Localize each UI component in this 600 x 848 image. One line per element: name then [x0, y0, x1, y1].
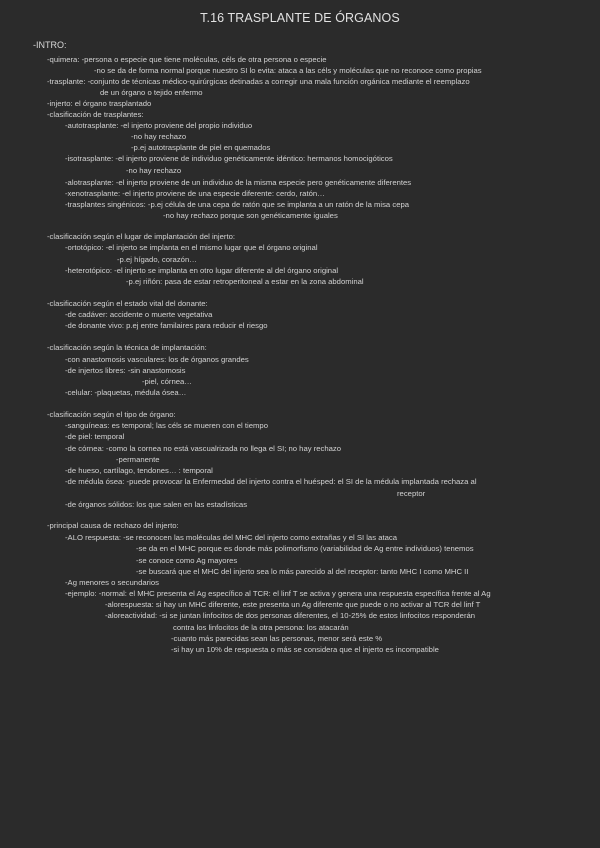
text-line: -permanente	[116, 455, 160, 464]
text-line: -clasificación según el lugar de implantación del injerto:	[47, 232, 236, 241]
text-line: -quimera: -persona o especie que tiene moléculas, céls de otra persona o especie	[47, 55, 327, 64]
text-line: -de córnea: -como la cornea no está vascualrizada no llega el SI; no hay rechazo	[65, 444, 342, 453]
text-line: -de hueso, cartílago, tendones… : temporal	[65, 466, 213, 475]
text-line: -clasificación de trasplantes:	[47, 110, 144, 119]
text-line: -alorespuesta: si hay un MHC diferente, este presenta un Ag diferente que puede o no activar al TCR del linf T	[105, 600, 481, 609]
page-title: T.16 TRASPLANTE DE ÓRGANOS	[200, 11, 400, 25]
text-line: -piel, córnea…	[142, 377, 192, 386]
text-line: -trasplantes singénicos: -p.ej célula de una cepa de ratón que se implanta a un ratón de la misa cepa	[65, 200, 410, 209]
text-line: -Ag menores o secundarios	[65, 578, 160, 587]
text-line: -ALO respuesta: -se reconocen las moléculas del MHC del injerto como extrañas y el SI las ataca	[65, 533, 397, 542]
text-line: -no hay rechazo	[126, 166, 182, 175]
text-line: -se buscará que el MHC del injerto sea lo más parecido al del receptor: tanto MHC I como MHC II	[136, 567, 469, 576]
text-line: -ejemplo: -normal: el MHC presenta el Ag específico al TCR: el linf T se activa y genera una respuesta específica frente al Ag	[65, 589, 491, 598]
text-line: -isotrasplante: -el injerto proviene de individuo genéticamente idéntico: hermanos homocigóticos	[65, 154, 393, 163]
text-line: -p.ej riñón: pasa de estar retroperitoneal a estar en la zona abdominal	[126, 277, 364, 286]
text-line: -clasificación según la técnica de implantación:	[47, 343, 207, 352]
text-line: -heterotópico: -el injerto se implanta en otro lugar diferente al del órgano original	[65, 266, 339, 275]
text-line: -p.ej hígado, corazón…	[117, 255, 197, 264]
text-line: -trasplante: -conjunto de técnicas médico-quirúrgicas detinadas a corregir una mala función orgánica mediante el reemplazo	[47, 77, 470, 86]
text-line: -de médula ósea: -puede provocar la Enfermedad del injerto contra el huésped: el SI de la médula implantada rechaza al	[65, 477, 477, 486]
text-line: -de órganos sólidos: los que salen en las estadísticas	[65, 500, 248, 509]
text-line: -p.ej autotrasplante de piel en quemados	[131, 143, 271, 152]
text-line: -clasificación según el estado vital del donante:	[47, 299, 208, 308]
text-line: -clasificación según el tipo de órgano:	[47, 410, 176, 419]
text-line: -autotrasplante: -el injerto proviene del propio individuo	[65, 121, 253, 130]
text-line: -ortotópico: -el injerto se implanta en el mismo lugar que el órgano original	[65, 243, 318, 252]
text-line: -celular: -plaquetas, médula ósea…	[65, 388, 187, 397]
text-line: -no hay rechazo	[131, 132, 187, 141]
text-line: de un órgano o tejido enfermo	[100, 88, 203, 97]
text-line: -se da en el MHC porque es donde más polimorfismo (variabilidad de Ag entre individuos) tenemos	[136, 544, 474, 553]
text-line: -de cadáver: accidente o muerte vegetativa	[65, 310, 213, 319]
text-line: -no hay rechazo porque son genéticamente iguales	[163, 211, 338, 220]
text-line: -de injertos libres: -sin anastomosis	[65, 366, 186, 375]
text-line: -injerto: el órgano trasplantado	[47, 99, 152, 108]
text-line: -si hay un 10% de respuesta o más se considera que el injerto es incompatible	[171, 645, 439, 654]
text-line: -no se da de forma normal porque nuestro SI lo evita: ataca a las céls y moléculas que no reconoce como propias	[94, 66, 482, 75]
text-line: -alotrasplante: -el injerto proviene de un individuo de la misma especie pero genéticamente diferentes	[65, 178, 412, 187]
intro-heading: -INTRO:	[33, 40, 67, 50]
text-line: -sanguíneas: es temporal; las céls se mueren con el tiempo	[65, 421, 268, 430]
text-line: -xenotrasplante: -el injerto proviene de una especie diferente: cerdo, ratón…	[65, 189, 325, 198]
text-line: -de piel: temporal	[65, 432, 125, 441]
text-line: -aloreactividad: -si se juntan linfocitos de dos personas diferentes, el 10-25% de estos linfocitos responderán	[105, 611, 476, 620]
text-line: -de donante vivo: p.ej entre familaires para reducir el riesgo	[65, 321, 268, 330]
text-line: -cuanto más parecidas sean las personas, menor será este %	[171, 634, 383, 643]
text-line: -con anastomosis vasculares: los de órganos grandes	[65, 355, 249, 364]
text-line: -principal causa de rechazo del injerto:	[47, 521, 179, 530]
text-line: -se conoce como Ag mayores	[136, 556, 238, 565]
text-line: receptor	[397, 489, 426, 498]
text-line: contra los linfocitos de la otra persona: los atacarán	[173, 623, 349, 632]
